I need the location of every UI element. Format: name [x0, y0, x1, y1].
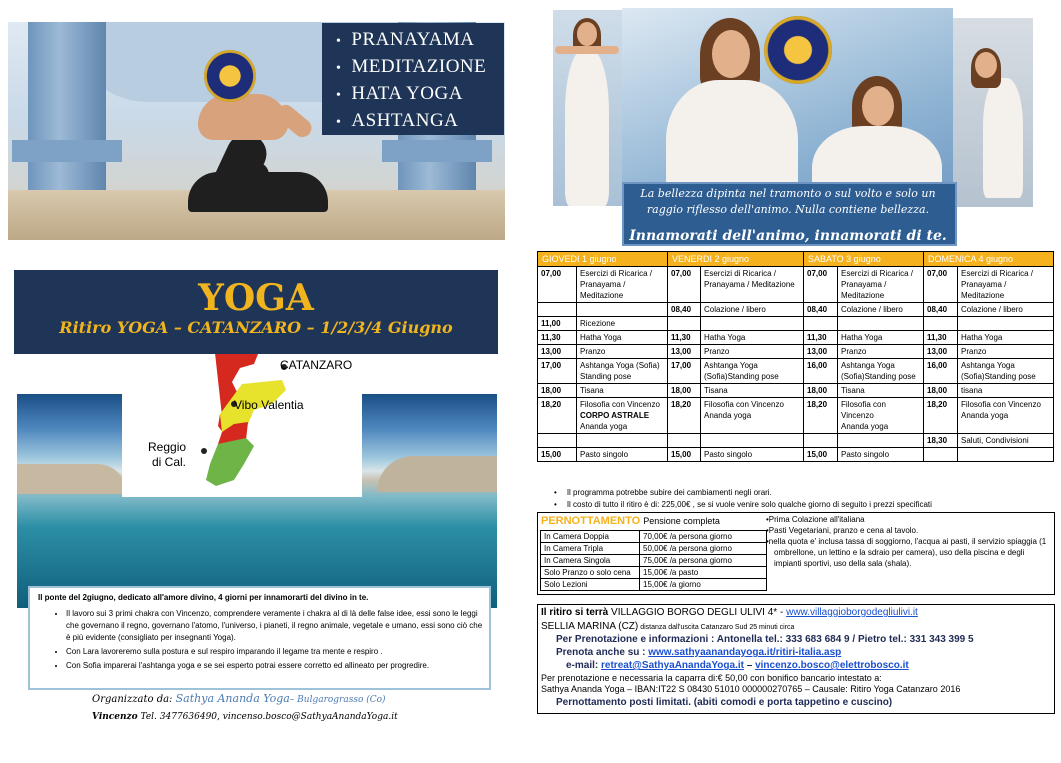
schedule-time: 18,00 [924, 384, 958, 398]
description-item: • Con Lara lavoreremo sulla postura e sul respiro imparando il legame tra mente e respiro . [66, 646, 483, 658]
schedule-time: 18,20 [538, 398, 577, 434]
booking-email-line [566, 660, 909, 671]
schedule-activity: Tisana [701, 384, 804, 398]
schedule-time [538, 303, 577, 317]
schedule-activity: Saluti, Condivisioni [958, 434, 1054, 448]
standing-pose-photo [553, 10, 622, 206]
organizer-line [92, 692, 386, 705]
schedule-table [537, 251, 1054, 462]
day-header: SABATO 3 giugno [804, 252, 924, 267]
map-label-catanzaro: CATANZARO [280, 358, 353, 372]
booking-online-label: Prenota anche su : [556, 647, 646, 658]
map-label-reggio: Reggio [148, 440, 187, 454]
schedule-row [538, 434, 1054, 448]
schedule-time [924, 317, 958, 331]
limited-places-text: Pernottamento posti limitati. (abiti comodi e porta tappetino e cuscino) [556, 697, 893, 708]
rate-type: Solo Pranzo o solo cena [541, 567, 640, 579]
schedule-time: 13,00 [538, 345, 577, 359]
rate-price: 15,00€ /a pasto [640, 567, 767, 579]
schedule-activity: Tisana [838, 384, 924, 398]
schedule-time: 15,00 [538, 448, 577, 462]
schedule-activity [577, 434, 668, 448]
schedule-row [538, 303, 1054, 317]
email-label: e-mail: [566, 660, 599, 671]
rate-row [541, 579, 767, 591]
schedule-time [668, 434, 701, 448]
include-item: •nella quota e' inclusa tassa di soggiorno, l'acqua ai pasti, il servizio spiaggia (1 ombrellone, un lettino e la sdraio per camera), uso della piscina e degli impianti sportivi, uso della sala (shala). [766, 537, 1047, 568]
schedule-activity: Hatha Yoga [958, 331, 1054, 345]
schedule-activity: Filosofia con Vincenzo Ananda yoga [838, 398, 924, 434]
map-graphic [122, 354, 362, 497]
rate-type: In Camera Singola [541, 555, 640, 567]
schedule-time: 08,40 [924, 303, 958, 317]
rate-row [541, 543, 767, 555]
location-line [541, 607, 918, 618]
calabria-map [122, 354, 362, 497]
map-label-vibo: Vibo Valentia [234, 398, 304, 412]
schedule-activity: Ashtanga Yoga (Sofia) Standing pose [577, 359, 668, 384]
place-name: SELLIA MARINA (CZ) [541, 621, 639, 632]
schedule-time: 11,30 [668, 331, 701, 345]
iban-text: Sathya Ananda Yoga – IBAN:IT22 S 08430 51010 000000270765 – Causale: Ritiro Yoga Catanzaro 2016 [541, 684, 961, 694]
note-item: • Il costo di tutto il ritiro è di: 225,00€ , se si vuole venire solo qualche giorno di seguito i prezzi specificati [548, 499, 932, 511]
schedule-time: 17,00 [538, 359, 577, 384]
organizer-contact [92, 712, 398, 722]
pernottamento-subtitle: Pensione completa [643, 516, 720, 526]
organizer-name: Sathya Ananda Yoga [175, 692, 290, 705]
schedule-time [924, 448, 958, 462]
schedule-activity: Tisana [577, 384, 668, 398]
lotus-emblem-icon [764, 16, 832, 84]
schedule-time: 18,00 [668, 384, 701, 398]
pernottamento-title [541, 515, 720, 527]
pernottamento-includes [766, 514, 1050, 569]
schedule-time: 07,00 [804, 267, 838, 303]
rate-price: 70,00€ /a persona giorno [640, 531, 767, 543]
schedule-notes [548, 487, 932, 511]
schedule-time [804, 434, 838, 448]
schedule-activity: Filosofia con Vincenzo Ananda yoga [701, 398, 804, 434]
place-distance: distanza dall'uscita Catanzaro Sud 25 minuti circa [638, 624, 795, 631]
schedule-activity: Ashtanga Yoga (Sofia)Standing pose [958, 359, 1054, 384]
schedule-time: 07,00 [668, 267, 701, 303]
page-title: YOGA [198, 277, 314, 319]
rate-type: Solo Lezioni [541, 579, 640, 591]
email-link-vincenzo[interactable]: vincenzo.bosco@elettrobosco.it [755, 660, 909, 671]
schedule-activity: Esercizi di Ricarica / Pranayama / Meditazione [958, 267, 1054, 303]
day-header: GIOVEDI 1 giugno [538, 252, 668, 267]
schedule-time [804, 317, 838, 331]
day-header: DOMENICA 4 giugno [924, 252, 1054, 267]
intro-text: Il ponte del 2giugno, dedicato all'amore divino, 4 giorni per innamorarti del divino in te. [38, 593, 369, 602]
booking-contacts: Per Prenotazione e informazioni : Antonella tel.: 333 683 684 9 / Pietro tel.: 331 343 399 5 [556, 634, 974, 645]
schedule-activity: Pranzo [838, 345, 924, 359]
schedule-header-row [538, 252, 1054, 267]
description-item: • Con Sofia imparerai l'ashtanga yoga e se sei esperto potrai essere corretto ed allineato per progredire. [66, 660, 483, 672]
schedule-activity: Esercizi di Ricarica / Pranayama / Meditazione [838, 267, 924, 303]
schedule-time: 08,40 [668, 303, 701, 317]
schedule-activity [958, 317, 1054, 331]
rate-price: 15,00€ /a giorno [640, 579, 767, 591]
schedule-row [538, 345, 1054, 359]
map-label-reggio-2: di Cal. [152, 455, 187, 469]
schedule-row [538, 317, 1054, 331]
schedule-activity: Pranzo [701, 345, 804, 359]
schedule-activity [838, 434, 924, 448]
schedule-row [538, 359, 1054, 384]
schedule-activity: Ricezione [577, 317, 668, 331]
schedule-time: 16,00 [924, 359, 958, 384]
schedule-activity [701, 317, 804, 331]
schedule-activity: Hatha Yoga [577, 331, 668, 345]
schedule-row [538, 331, 1054, 345]
schedule-time: 13,00 [804, 345, 838, 359]
schedule-time: 18,20 [668, 398, 701, 434]
schedule-time: 15,00 [668, 448, 701, 462]
schedule-time: 18,00 [538, 384, 577, 398]
schedule-row [538, 448, 1054, 462]
schedule-activity: Colazione / libero [701, 303, 804, 317]
contact-name: Vincenzo [92, 712, 138, 722]
contact-details: Tel. 3477636490, vincenso.bosco@SathyaAnandaYoga.it [140, 712, 398, 722]
booking-link[interactable]: www.sathyaanandayoga.it/ritiri-italia.asp [648, 647, 842, 658]
schedule-activity: Hatha Yoga [838, 331, 924, 345]
schedule-time: 13,00 [924, 345, 958, 359]
schedule-activity: Hatha Yoga [701, 331, 804, 345]
schedule-activity [701, 434, 804, 448]
pernottamento-rates [540, 530, 767, 591]
schedule-activity [577, 303, 668, 317]
schedule-time: 11,30 [804, 331, 838, 345]
include-item: •Prima Colazione all'italiana [766, 515, 865, 524]
rate-type: In Camera Tripla [541, 543, 640, 555]
schedule-time [668, 317, 701, 331]
schedule-row [538, 398, 1054, 434]
description-item: • Il lavoro sui 3 primi chakra con Vincenzo, comprendere veramente i chakra al di là delle false idee, essi sono le leggi che governano il regno, governano l'atomo, l'universo, i pianeti, il regno animale, vegetale e umano, essi sono ciò che è più evidente (consigliato per insegnanti Yoga). [66, 608, 483, 644]
rate-row [541, 567, 767, 579]
schedule-time: 11,00 [538, 317, 577, 331]
deposit-text: Per prenotazione e necessaria la caparra di:€ 50,00 con bonifico bancario intestato a: [541, 673, 882, 683]
practice-item: • PRANAYAMA [336, 27, 504, 54]
schedule-row [538, 384, 1054, 398]
schedule-time: 07,00 [924, 267, 958, 303]
schedule-activity: Esercizi di Ricarica / Pranayama / Meditazione [577, 267, 668, 303]
pernottamento-heading: PERNOTTAMENTO [541, 515, 641, 527]
note-item: • Il programma potrebbe subire dei cambiamenti negli orari. [548, 487, 932, 499]
schedule-row [538, 267, 1054, 303]
schedule-activity: tisana [958, 384, 1054, 398]
practice-item: • MEDITAZIONE [336, 54, 504, 81]
schedule-activity: Colazione / libero [838, 303, 924, 317]
rate-price: 75,00€ /a persona giorno [640, 555, 767, 567]
schedule-time: 08,40 [804, 303, 838, 317]
organizer-prefix: Organizzato da: [92, 694, 173, 705]
rate-type: In Camera Doppia [541, 531, 640, 543]
schedule-time: 11,30 [924, 331, 958, 345]
schedule-activity [838, 317, 924, 331]
schedule-time: 13,00 [668, 345, 701, 359]
schedule-activity: Filosofia con Vincenzo Ananda yoga [958, 398, 1054, 434]
day-header: VENERDI 2 giugno [668, 252, 804, 267]
schedule-time: 18,30 [924, 434, 958, 448]
lotus-emblem-icon [204, 50, 256, 102]
schedule-time: 18,00 [804, 384, 838, 398]
schedule-activity: Colazione / libero [958, 303, 1054, 317]
location-venue: VILLAGGIO BORGO DEGLI ULIVI 4* - [608, 607, 787, 618]
schedule-time: 07,00 [538, 267, 577, 303]
schedule-time: 11,30 [538, 331, 577, 345]
booking-online-line [556, 647, 841, 658]
email-link-retreat[interactable]: retreat@SathyaAnandaYoga.it [601, 660, 744, 671]
schedule-activity: Esercizi di Ricarica / Pranayama / Meditazione [701, 267, 804, 303]
schedule-activity: Pasto singolo [838, 448, 924, 462]
place-line [541, 621, 794, 632]
schedule-activity: Pranzo [577, 345, 668, 359]
schedule-activity: Pranzo [958, 345, 1054, 359]
location-prefix: Il ritiro si terrà [541, 607, 609, 618]
rate-row [541, 555, 767, 567]
venue-link[interactable]: www.villaggioborgodegliulivi.it [786, 607, 918, 618]
schedule-time: 18,20 [804, 398, 838, 434]
schedule-time: 17,00 [668, 359, 701, 384]
quote-text: La bellezza dipinta nel tramonto o sul volto e solo un raggio riflesso dell'animo. Nulla contiene bellezza. [640, 187, 936, 216]
schedule-time: 16,00 [804, 359, 838, 384]
schedule-activity: Pasto singolo [701, 448, 804, 462]
organizer-place: – Bulgarograsso (Co) [289, 695, 386, 705]
practices-list [322, 23, 504, 135]
schedule-time [538, 434, 577, 448]
backbend-photo [953, 18, 1033, 207]
include-item: •Pasti Vegetariani, pranzo e cena al tavolo. [766, 526, 919, 535]
schedule-activity: Filosofia con Vincenzo CORPO ASTRALE Ananda yoga [577, 398, 668, 434]
schedule-activity: Ashtanga Yoga (Sofia)Standing pose [838, 359, 924, 384]
quote-tagline: Innamorati dell'animo, innamorati di te. [629, 228, 947, 244]
rate-row [541, 531, 767, 543]
page-subtitle: Ritiro YOGA – CATANZARO – 1/2/3/4 Giugno [59, 318, 453, 337]
email-separator: – [743, 660, 756, 671]
schedule-activity: Pasto singolo [577, 448, 668, 462]
practice-item: • ASHTANGA [336, 108, 504, 135]
schedule-time: 15,00 [804, 448, 838, 462]
schedule-time: 18,20 [924, 398, 958, 434]
program-description [28, 586, 491, 690]
schedule-activity: Ashtanga Yoga (Sofia)Standing pose [701, 359, 804, 384]
schedule-activity [958, 448, 1054, 462]
practice-item: • HATA YOGA [336, 81, 504, 108]
rate-price: 50,00€ /a persona giorno [640, 543, 767, 555]
